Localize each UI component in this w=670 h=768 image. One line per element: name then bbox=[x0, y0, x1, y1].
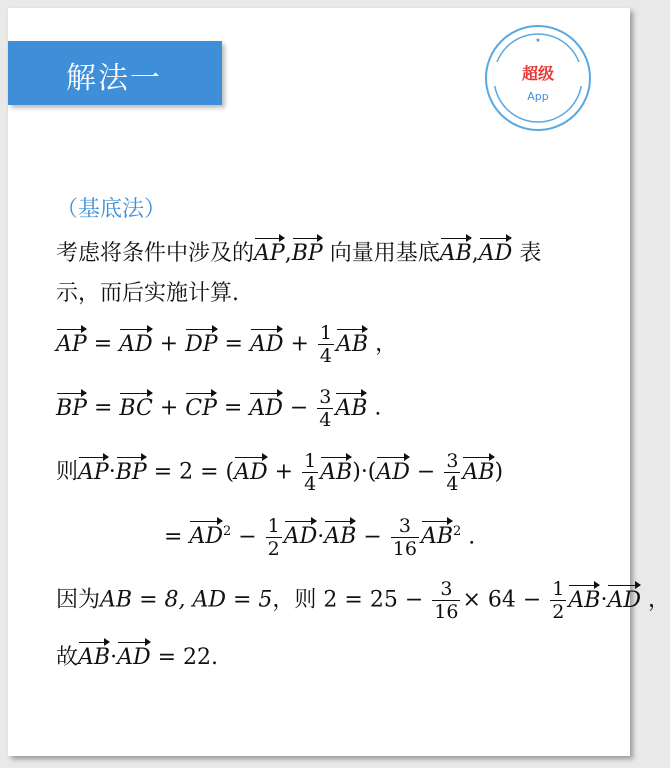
equation-result: 故AB·AD = 22. bbox=[56, 636, 218, 676]
equation-substitution: 因为AB = 8, AD = 5，则 2 = 25 − $\frac{3}{16}$ × 64 − $\frac{1}{2}$ AB·AD ， bbox=[56, 578, 670, 623]
vector-ab: AB bbox=[440, 232, 472, 274]
equation-ap: AP = AD + DP = AD + $\frac{1}{4}$ AB ， bbox=[56, 322, 398, 367]
svg-text:超级: 超级 bbox=[521, 64, 555, 83]
svg-text:App: App bbox=[527, 90, 549, 103]
vector-ap: AP bbox=[254, 232, 285, 274]
equation-bp: BP = BC + CP = AD − $\frac{3}{4}$ AB . bbox=[56, 386, 382, 431]
document-card bbox=[8, 8, 670, 756]
intro-line-1: 考虑将条件中涉及的AP,BP 向量用基底AB,AD 表 bbox=[56, 232, 541, 272]
vector-ad: AD bbox=[479, 232, 513, 274]
method-label: （基底法） bbox=[56, 197, 167, 222]
equation-dot-product: 则AP·BP = 2 = (AD + $\frac{1}{4}$ AB)·(AD − $\frac{3}{4}$ AB) bbox=[56, 450, 504, 495]
banner-title: 解法一 bbox=[66, 61, 162, 96]
vector-bp: BP bbox=[292, 232, 323, 274]
equation-expanded: = $AD^2$ − $\frac{1}{2}$ AD·AB − $\frac{3}{16}$ $AB^2$ . bbox=[164, 514, 476, 560]
section-banner bbox=[8, 41, 222, 105]
intro-line-2: 示，而后实施计算. bbox=[56, 281, 239, 306]
app-logo-icon bbox=[482, 22, 594, 134]
svg-text:★: ★ bbox=[535, 37, 541, 44]
